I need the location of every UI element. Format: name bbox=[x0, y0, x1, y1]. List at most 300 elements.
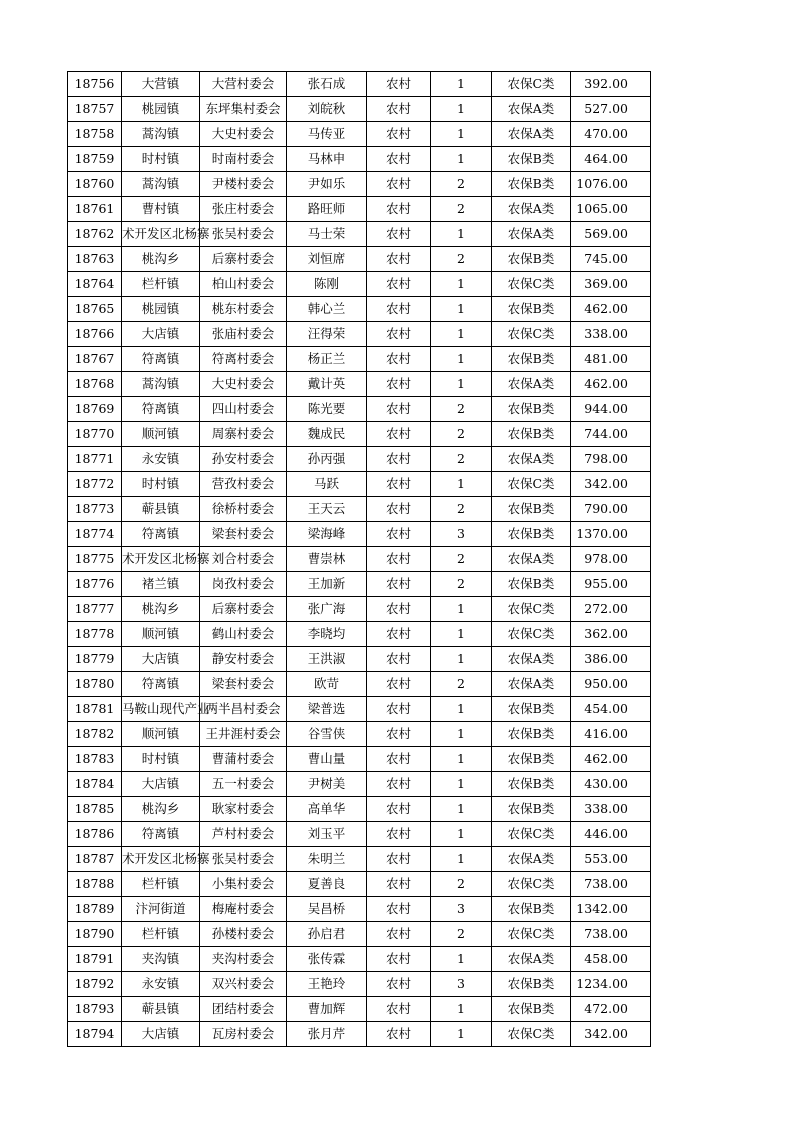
table-row bbox=[68, 797, 651, 822]
person-name-cell: 韩心兰 bbox=[287, 297, 367, 322]
village-committee-cell: 岗孜村委会 bbox=[200, 572, 287, 597]
record-id-cell: 18758 bbox=[68, 122, 122, 147]
member-count-cell: 1 bbox=[431, 772, 492, 797]
table-row bbox=[68, 747, 651, 772]
insurance-category-cell: 农保B类 bbox=[492, 997, 571, 1022]
amount-cell: 1234.00 bbox=[571, 972, 651, 997]
village-committee-cell: 尹楼村委会 bbox=[200, 172, 287, 197]
amount-cell: 790.00 bbox=[571, 497, 651, 522]
person-name-cell: 王洪淑 bbox=[287, 647, 367, 672]
record-id-cell: 18791 bbox=[68, 947, 122, 972]
insurance-category-cell: 农保A类 bbox=[492, 372, 571, 397]
amount-cell: 462.00 bbox=[571, 297, 651, 322]
town-cell: 桃园镇 bbox=[122, 297, 200, 322]
record-id-cell: 18759 bbox=[68, 147, 122, 172]
insurance-category-cell: 农保B类 bbox=[492, 397, 571, 422]
person-name-cell: 魏成民 bbox=[287, 422, 367, 447]
table-row bbox=[68, 122, 651, 147]
village-committee-cell: 夹沟村委会 bbox=[200, 947, 287, 972]
town-cell: 大店镇 bbox=[122, 322, 200, 347]
insurance-category-cell: 农保A类 bbox=[492, 547, 571, 572]
village-committee-cell: 梁套村委会 bbox=[200, 672, 287, 697]
insurance-category-cell: 农保A类 bbox=[492, 97, 571, 122]
household-type-cell: 农村 bbox=[367, 772, 431, 797]
household-type-cell: 农村 bbox=[367, 247, 431, 272]
table-row bbox=[68, 522, 651, 547]
insurance-category-cell: 农保C类 bbox=[492, 922, 571, 947]
person-name-cell: 马传亚 bbox=[287, 122, 367, 147]
household-type-cell: 农村 bbox=[367, 172, 431, 197]
town-cell: 蒿沟镇 bbox=[122, 172, 200, 197]
village-committee-cell: 时南村委会 bbox=[200, 147, 287, 172]
town-cell: 马鞍山现代产业 bbox=[122, 697, 200, 722]
amount-cell: 738.00 bbox=[571, 922, 651, 947]
member-count-cell: 1 bbox=[431, 347, 492, 372]
household-type-cell: 农村 bbox=[367, 947, 431, 972]
record-id-cell: 18770 bbox=[68, 422, 122, 447]
village-committee-cell: 后寨村委会 bbox=[200, 597, 287, 622]
village-committee-cell: 芦村村委会 bbox=[200, 822, 287, 847]
record-id-cell: 18766 bbox=[68, 322, 122, 347]
member-count-cell: 1 bbox=[431, 997, 492, 1022]
member-count-cell: 1 bbox=[431, 847, 492, 872]
village-committee-cell: 张庄村委会 bbox=[200, 197, 287, 222]
household-type-cell: 农村 bbox=[367, 322, 431, 347]
person-name-cell: 李晓均 bbox=[287, 622, 367, 647]
town-cell: 蒿沟镇 bbox=[122, 122, 200, 147]
record-id-cell: 18781 bbox=[68, 697, 122, 722]
village-committee-cell: 小集村委会 bbox=[200, 872, 287, 897]
town-cell: 栏杆镇 bbox=[122, 872, 200, 897]
amount-cell: 446.00 bbox=[571, 822, 651, 847]
table-row bbox=[68, 722, 651, 747]
table-row bbox=[68, 422, 651, 447]
member-count-cell: 1 bbox=[431, 122, 492, 147]
person-name-cell: 尹如乐 bbox=[287, 172, 367, 197]
record-id-cell: 18764 bbox=[68, 272, 122, 297]
member-count-cell: 2 bbox=[431, 447, 492, 472]
record-id-cell: 18790 bbox=[68, 922, 122, 947]
member-count-cell: 2 bbox=[431, 872, 492, 897]
record-id-cell: 18757 bbox=[68, 97, 122, 122]
town-cell: 术开发区北杨寨 bbox=[122, 547, 200, 572]
amount-cell: 462.00 bbox=[571, 372, 651, 397]
person-name-cell: 尹树美 bbox=[287, 772, 367, 797]
person-name-cell: 曹加辉 bbox=[287, 997, 367, 1022]
village-committee-cell: 符离村委会 bbox=[200, 347, 287, 372]
amount-cell: 362.00 bbox=[571, 622, 651, 647]
amount-cell: 1342.00 bbox=[571, 897, 651, 922]
town-cell: 桃沟乡 bbox=[122, 597, 200, 622]
table-row bbox=[68, 847, 651, 872]
member-count-cell: 1 bbox=[431, 222, 492, 247]
household-type-cell: 农村 bbox=[367, 897, 431, 922]
village-committee-cell: 张庙村委会 bbox=[200, 322, 287, 347]
person-name-cell: 刘皖秋 bbox=[287, 97, 367, 122]
household-type-cell: 农村 bbox=[367, 922, 431, 947]
person-name-cell: 杨正兰 bbox=[287, 347, 367, 372]
record-id-cell: 18761 bbox=[68, 197, 122, 222]
insurance-category-cell: 农保B类 bbox=[492, 897, 571, 922]
record-id-cell: 18780 bbox=[68, 672, 122, 697]
household-type-cell: 农村 bbox=[367, 997, 431, 1022]
insurance-category-cell: 农保C类 bbox=[492, 597, 571, 622]
record-id-cell: 18783 bbox=[68, 747, 122, 772]
table-row bbox=[68, 647, 651, 672]
amount-cell: 744.00 bbox=[571, 422, 651, 447]
town-cell: 大营镇 bbox=[122, 72, 200, 97]
town-cell: 桃沟乡 bbox=[122, 247, 200, 272]
table-row bbox=[68, 872, 651, 897]
town-cell: 符离镇 bbox=[122, 522, 200, 547]
member-count-cell: 1 bbox=[431, 597, 492, 622]
town-cell: 时村镇 bbox=[122, 472, 200, 497]
household-type-cell: 农村 bbox=[367, 347, 431, 372]
record-id-cell: 18775 bbox=[68, 547, 122, 572]
table-row bbox=[68, 397, 651, 422]
amount-cell: 1076.00 bbox=[571, 172, 651, 197]
member-count-cell: 3 bbox=[431, 897, 492, 922]
village-committee-cell: 瓦房村委会 bbox=[200, 1022, 287, 1047]
table-row bbox=[68, 247, 651, 272]
town-cell: 栏杆镇 bbox=[122, 272, 200, 297]
member-count-cell: 2 bbox=[431, 172, 492, 197]
table-row bbox=[68, 922, 651, 947]
record-id-cell: 18794 bbox=[68, 1022, 122, 1047]
person-name-cell: 戴计英 bbox=[287, 372, 367, 397]
person-name-cell: 高单华 bbox=[287, 797, 367, 822]
insurance-category-cell: 农保B类 bbox=[492, 572, 571, 597]
village-committee-cell: 鹤山村委会 bbox=[200, 622, 287, 647]
insurance-category-cell: 农保C类 bbox=[492, 872, 571, 897]
amount-cell: 392.00 bbox=[571, 72, 651, 97]
insurance-category-cell: 农保B类 bbox=[492, 347, 571, 372]
record-id-cell: 18786 bbox=[68, 822, 122, 847]
household-type-cell: 农村 bbox=[367, 497, 431, 522]
member-count-cell: 2 bbox=[431, 247, 492, 272]
village-committee-cell: 徐桥村委会 bbox=[200, 497, 287, 522]
table-row bbox=[68, 697, 651, 722]
member-count-cell: 1 bbox=[431, 647, 492, 672]
insurance-category-cell: 农保C类 bbox=[492, 272, 571, 297]
member-count-cell: 1 bbox=[431, 72, 492, 97]
household-type-cell: 农村 bbox=[367, 822, 431, 847]
town-cell: 大店镇 bbox=[122, 1022, 200, 1047]
insurance-category-cell: 农保B类 bbox=[492, 747, 571, 772]
amount-cell: 745.00 bbox=[571, 247, 651, 272]
amount-cell: 342.00 bbox=[571, 1022, 651, 1047]
record-id-cell: 18793 bbox=[68, 997, 122, 1022]
amount-cell: 569.00 bbox=[571, 222, 651, 247]
village-committee-cell: 双兴村委会 bbox=[200, 972, 287, 997]
record-id-cell: 18773 bbox=[68, 497, 122, 522]
person-name-cell: 王加新 bbox=[287, 572, 367, 597]
town-cell: 蕲县镇 bbox=[122, 997, 200, 1022]
amount-cell: 481.00 bbox=[571, 347, 651, 372]
person-name-cell: 谷雪侠 bbox=[287, 722, 367, 747]
member-count-cell: 2 bbox=[431, 572, 492, 597]
person-name-cell: 汪得荣 bbox=[287, 322, 367, 347]
member-count-cell: 2 bbox=[431, 672, 492, 697]
insurance-category-cell: 农保B类 bbox=[492, 797, 571, 822]
table-row bbox=[68, 222, 651, 247]
town-cell: 术开发区北杨寨 bbox=[122, 222, 200, 247]
record-id-cell: 18778 bbox=[68, 622, 122, 647]
insurance-category-cell: 农保A类 bbox=[492, 647, 571, 672]
table-row bbox=[68, 472, 651, 497]
table-row bbox=[68, 1022, 651, 1047]
amount-cell: 416.00 bbox=[571, 722, 651, 747]
record-id-cell: 18782 bbox=[68, 722, 122, 747]
town-cell: 夹沟镇 bbox=[122, 947, 200, 972]
amount-cell: 553.00 bbox=[571, 847, 651, 872]
insurance-category-cell: 农保B类 bbox=[492, 772, 571, 797]
person-name-cell: 吴昌桥 bbox=[287, 897, 367, 922]
household-type-cell: 农村 bbox=[367, 447, 431, 472]
table-row bbox=[68, 897, 651, 922]
insurance-category-cell: 农保B类 bbox=[492, 172, 571, 197]
household-type-cell: 农村 bbox=[367, 672, 431, 697]
record-id-cell: 18777 bbox=[68, 597, 122, 622]
amount-cell: 472.00 bbox=[571, 997, 651, 1022]
household-type-cell: 农村 bbox=[367, 622, 431, 647]
record-id-cell: 18771 bbox=[68, 447, 122, 472]
table-row bbox=[68, 972, 651, 997]
table-row bbox=[68, 772, 651, 797]
insurance-category-cell: 农保A类 bbox=[492, 672, 571, 697]
amount-cell: 454.00 bbox=[571, 697, 651, 722]
beneficiary-table bbox=[67, 71, 651, 1047]
amount-cell: 369.00 bbox=[571, 272, 651, 297]
member-count-cell: 3 bbox=[431, 972, 492, 997]
household-type-cell: 农村 bbox=[367, 297, 431, 322]
household-type-cell: 农村 bbox=[367, 597, 431, 622]
amount-cell: 272.00 bbox=[571, 597, 651, 622]
record-id-cell: 18769 bbox=[68, 397, 122, 422]
village-committee-cell: 四山村委会 bbox=[200, 397, 287, 422]
town-cell: 符离镇 bbox=[122, 822, 200, 847]
record-id-cell: 18772 bbox=[68, 472, 122, 497]
insurance-category-cell: 农保A类 bbox=[492, 197, 571, 222]
town-cell: 永安镇 bbox=[122, 447, 200, 472]
person-name-cell: 张传霖 bbox=[287, 947, 367, 972]
amount-cell: 386.00 bbox=[571, 647, 651, 672]
household-type-cell: 农村 bbox=[367, 972, 431, 997]
member-count-cell: 1 bbox=[431, 297, 492, 322]
member-count-cell: 1 bbox=[431, 797, 492, 822]
household-type-cell: 农村 bbox=[367, 397, 431, 422]
table-row bbox=[68, 172, 651, 197]
town-cell: 大店镇 bbox=[122, 647, 200, 672]
village-committee-cell: 孙安村委会 bbox=[200, 447, 287, 472]
insurance-category-cell: 农保B类 bbox=[492, 972, 571, 997]
table-row bbox=[68, 297, 651, 322]
member-count-cell: 1 bbox=[431, 147, 492, 172]
person-name-cell: 曹山量 bbox=[287, 747, 367, 772]
village-committee-cell: 梁套村委会 bbox=[200, 522, 287, 547]
amount-cell: 458.00 bbox=[571, 947, 651, 972]
member-count-cell: 2 bbox=[431, 922, 492, 947]
person-name-cell: 马林申 bbox=[287, 147, 367, 172]
household-type-cell: 农村 bbox=[367, 422, 431, 447]
table-body bbox=[68, 72, 651, 1047]
person-name-cell: 马士荣 bbox=[287, 222, 367, 247]
member-count-cell: 2 bbox=[431, 397, 492, 422]
table-row bbox=[68, 197, 651, 222]
insurance-category-cell: 农保C类 bbox=[492, 72, 571, 97]
amount-cell: 338.00 bbox=[571, 797, 651, 822]
person-name-cell: 张广海 bbox=[287, 597, 367, 622]
household-type-cell: 农村 bbox=[367, 722, 431, 747]
table-row bbox=[68, 997, 651, 1022]
amount-cell: 738.00 bbox=[571, 872, 651, 897]
member-count-cell: 1 bbox=[431, 947, 492, 972]
household-type-cell: 农村 bbox=[367, 147, 431, 172]
town-cell: 顺河镇 bbox=[122, 722, 200, 747]
insurance-category-cell: 农保A类 bbox=[492, 222, 571, 247]
household-type-cell: 农村 bbox=[367, 97, 431, 122]
member-count-cell: 1 bbox=[431, 272, 492, 297]
town-cell: 时村镇 bbox=[122, 147, 200, 172]
town-cell: 蒿沟镇 bbox=[122, 372, 200, 397]
insurance-category-cell: 农保B类 bbox=[492, 147, 571, 172]
record-id-cell: 18785 bbox=[68, 797, 122, 822]
person-name-cell: 王天云 bbox=[287, 497, 367, 522]
town-cell: 大店镇 bbox=[122, 772, 200, 797]
person-name-cell: 孙启君 bbox=[287, 922, 367, 947]
record-id-cell: 18767 bbox=[68, 347, 122, 372]
insurance-category-cell: 农保B类 bbox=[492, 297, 571, 322]
table-row bbox=[68, 822, 651, 847]
household-type-cell: 农村 bbox=[367, 697, 431, 722]
person-name-cell: 孙丙强 bbox=[287, 447, 367, 472]
person-name-cell: 梁普选 bbox=[287, 697, 367, 722]
household-type-cell: 农村 bbox=[367, 122, 431, 147]
amount-cell: 798.00 bbox=[571, 447, 651, 472]
village-committee-cell: 静安村委会 bbox=[200, 647, 287, 672]
person-name-cell: 夏善良 bbox=[287, 872, 367, 897]
person-name-cell: 梁海峰 bbox=[287, 522, 367, 547]
person-name-cell: 刘恒席 bbox=[287, 247, 367, 272]
town-cell: 永安镇 bbox=[122, 972, 200, 997]
household-type-cell: 农村 bbox=[367, 747, 431, 772]
amount-cell: 978.00 bbox=[571, 547, 651, 572]
town-cell: 符离镇 bbox=[122, 347, 200, 372]
household-type-cell: 农村 bbox=[367, 547, 431, 572]
household-type-cell: 农村 bbox=[367, 272, 431, 297]
person-name-cell: 马跃 bbox=[287, 472, 367, 497]
table-row bbox=[68, 97, 651, 122]
member-count-cell: 1 bbox=[431, 747, 492, 772]
person-name-cell: 欧苛 bbox=[287, 672, 367, 697]
village-committee-cell: 营孜村委会 bbox=[200, 472, 287, 497]
record-id-cell: 18784 bbox=[68, 772, 122, 797]
insurance-category-cell: 农保C类 bbox=[492, 322, 571, 347]
insurance-category-cell: 农保B类 bbox=[492, 697, 571, 722]
table-row bbox=[68, 947, 651, 972]
household-type-cell: 农村 bbox=[367, 847, 431, 872]
amount-cell: 527.00 bbox=[571, 97, 651, 122]
member-count-cell: 2 bbox=[431, 422, 492, 447]
town-cell: 时村镇 bbox=[122, 747, 200, 772]
table-row bbox=[68, 272, 651, 297]
insurance-category-cell: 农保B类 bbox=[492, 422, 571, 447]
town-cell: 栏杆镇 bbox=[122, 922, 200, 947]
person-name-cell: 张月芹 bbox=[287, 1022, 367, 1047]
record-id-cell: 18765 bbox=[68, 297, 122, 322]
person-name-cell: 陈光要 bbox=[287, 397, 367, 422]
insurance-category-cell: 农保A类 bbox=[492, 947, 571, 972]
village-committee-cell: 后寨村委会 bbox=[200, 247, 287, 272]
town-cell: 符离镇 bbox=[122, 672, 200, 697]
record-id-cell: 18763 bbox=[68, 247, 122, 272]
town-cell: 蕲县镇 bbox=[122, 497, 200, 522]
table-row bbox=[68, 72, 651, 97]
village-committee-cell: 刘合村委会 bbox=[200, 547, 287, 572]
amount-cell: 944.00 bbox=[571, 397, 651, 422]
village-committee-cell: 大史村委会 bbox=[200, 372, 287, 397]
person-name-cell: 王艳玲 bbox=[287, 972, 367, 997]
village-committee-cell: 周寨村委会 bbox=[200, 422, 287, 447]
village-committee-cell: 孙楼村委会 bbox=[200, 922, 287, 947]
insurance-category-cell: 农保C类 bbox=[492, 472, 571, 497]
member-count-cell: 1 bbox=[431, 97, 492, 122]
table-row bbox=[68, 147, 651, 172]
record-id-cell: 18756 bbox=[68, 72, 122, 97]
village-committee-cell: 耿家村委会 bbox=[200, 797, 287, 822]
table-row bbox=[68, 497, 651, 522]
village-committee-cell: 梅庵村委会 bbox=[200, 897, 287, 922]
person-name-cell: 刘玉平 bbox=[287, 822, 367, 847]
amount-cell: 470.00 bbox=[571, 122, 651, 147]
member-count-cell: 1 bbox=[431, 822, 492, 847]
record-id-cell: 18779 bbox=[68, 647, 122, 672]
member-count-cell: 1 bbox=[431, 722, 492, 747]
record-id-cell: 18768 bbox=[68, 372, 122, 397]
household-type-cell: 农村 bbox=[367, 872, 431, 897]
amount-cell: 950.00 bbox=[571, 672, 651, 697]
household-type-cell: 农村 bbox=[367, 797, 431, 822]
amount-cell: 430.00 bbox=[571, 772, 651, 797]
village-committee-cell: 张吴村委会 bbox=[200, 847, 287, 872]
insurance-category-cell: 农保C类 bbox=[492, 1022, 571, 1047]
village-committee-cell: 团结村委会 bbox=[200, 997, 287, 1022]
village-committee-cell: 大营村委会 bbox=[200, 72, 287, 97]
village-committee-cell: 桃东村委会 bbox=[200, 297, 287, 322]
insurance-category-cell: 农保A类 bbox=[492, 447, 571, 472]
village-committee-cell: 大史村委会 bbox=[200, 122, 287, 147]
insurance-category-cell: 农保B类 bbox=[492, 247, 571, 272]
town-cell: 术开发区北杨寨 bbox=[122, 847, 200, 872]
table-row bbox=[68, 672, 651, 697]
household-type-cell: 农村 bbox=[367, 1022, 431, 1047]
table-row bbox=[68, 572, 651, 597]
household-type-cell: 农村 bbox=[367, 472, 431, 497]
table-row bbox=[68, 597, 651, 622]
village-committee-cell: 张吴村委会 bbox=[200, 222, 287, 247]
insurance-category-cell: 农保B类 bbox=[492, 722, 571, 747]
person-name-cell: 朱明兰 bbox=[287, 847, 367, 872]
amount-cell: 464.00 bbox=[571, 147, 651, 172]
village-committee-cell: 五一村委会 bbox=[200, 772, 287, 797]
town-cell: 桃沟乡 bbox=[122, 797, 200, 822]
record-id-cell: 18787 bbox=[68, 847, 122, 872]
person-name-cell: 张石成 bbox=[287, 72, 367, 97]
member-count-cell: 2 bbox=[431, 497, 492, 522]
member-count-cell: 1 bbox=[431, 622, 492, 647]
amount-cell: 338.00 bbox=[571, 322, 651, 347]
table-row bbox=[68, 372, 651, 397]
